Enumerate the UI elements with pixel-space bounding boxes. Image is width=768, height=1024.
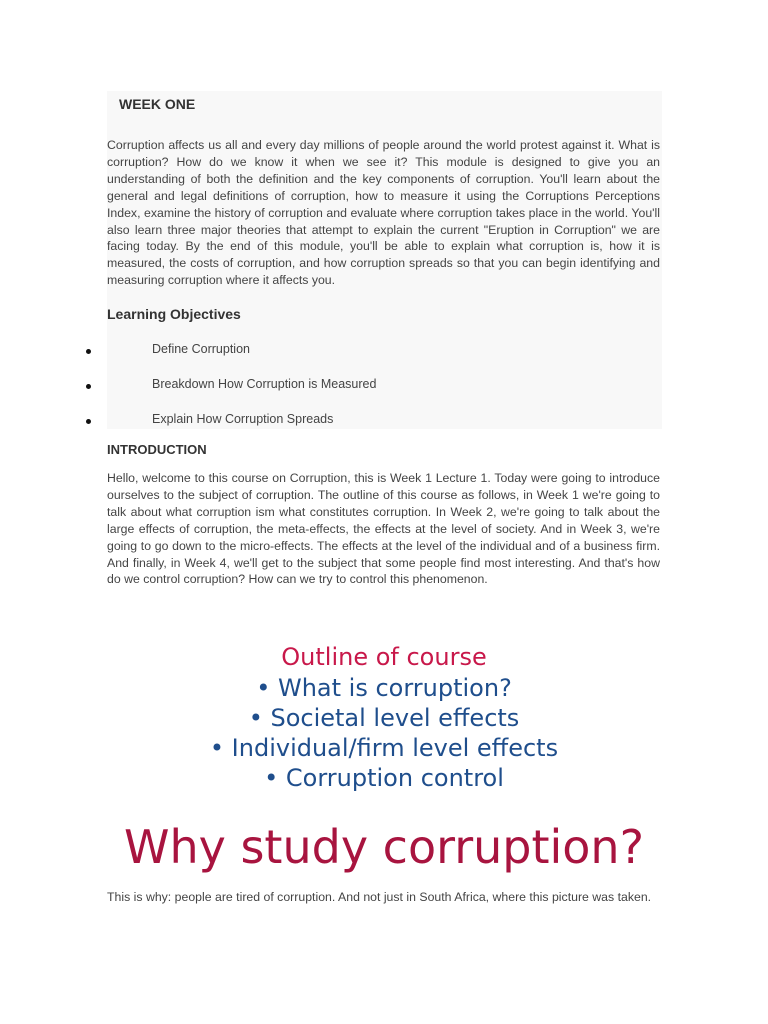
objective-text: Define Corruption bbox=[152, 342, 250, 356]
outline-slide-list bbox=[0, 673, 768, 793]
outline-item: • Individual/firm level effects bbox=[209, 734, 559, 762]
bullet-icon bbox=[86, 419, 91, 424]
why-study-heading: Why study corruption? bbox=[123, 820, 644, 874]
bullet-icon bbox=[86, 384, 91, 389]
outline-slide-title: Outline of course bbox=[281, 643, 487, 671]
week-intro-paragraph: Corruption affects us all and every day millions of people around the world protest against it. What is corruption? How do we know it when we see it? This module is designed to give you an understanding of both the definition and the key components of corruption. You'll learn about the general and legal definitions of corruption, how to measure it using the Corruptions Perceptions Index, examine the history of corruption and evaluate where corruption takes place in the world. You'll also learn three major theories that attempt to explain the current "Eruption in Corruption" we are facing today. By the end of this module, you'll be able to explain what corruption is, how it is measured, the costs of corruption, and how corruption spreads so that you can begin identifying and measuring corruption where it affects you. bbox=[107, 138, 660, 288]
outline-item: • Societal level effects bbox=[248, 704, 520, 732]
bullet-icon bbox=[86, 349, 91, 354]
objective-text: Breakdown How Corruption is Measured bbox=[152, 377, 377, 391]
introduction-title: INTRODUCTION bbox=[107, 442, 207, 457]
outline-item: • Corruption control bbox=[264, 764, 504, 792]
outline-item: • What is corruption? bbox=[256, 674, 512, 702]
objective-text: Explain How Corruption Spreads bbox=[152, 412, 334, 426]
introduction-paragraph: Hello, welcome to this course on Corruption, this is Week 1 Lecture 1. Today were going to introduce ourselves to the subject of corruption. The outline of this course as follows, in Week 1 we're going to talk about what corruption ism what constitutes corruption. In Week 2, we're going to talk about the large effects of corruption, the meta-effects, the effects at the level of society. And in Week 3, we're going to go down to the micro-effects. The effects at the level of the individual and of a business firm. And finally, in Week 4, we'll get to the subject that some people find most interesting. And that's how do we control corruption? How can we try to control this phenomenon. bbox=[107, 471, 660, 587]
week-title: WEEK ONE bbox=[119, 96, 196, 112]
objectives-title: Learning Objectives bbox=[107, 306, 241, 322]
caption-paragraph: This is why: people are tired of corruption. And not just in South Africa, where this picture was taken. bbox=[107, 890, 652, 904]
